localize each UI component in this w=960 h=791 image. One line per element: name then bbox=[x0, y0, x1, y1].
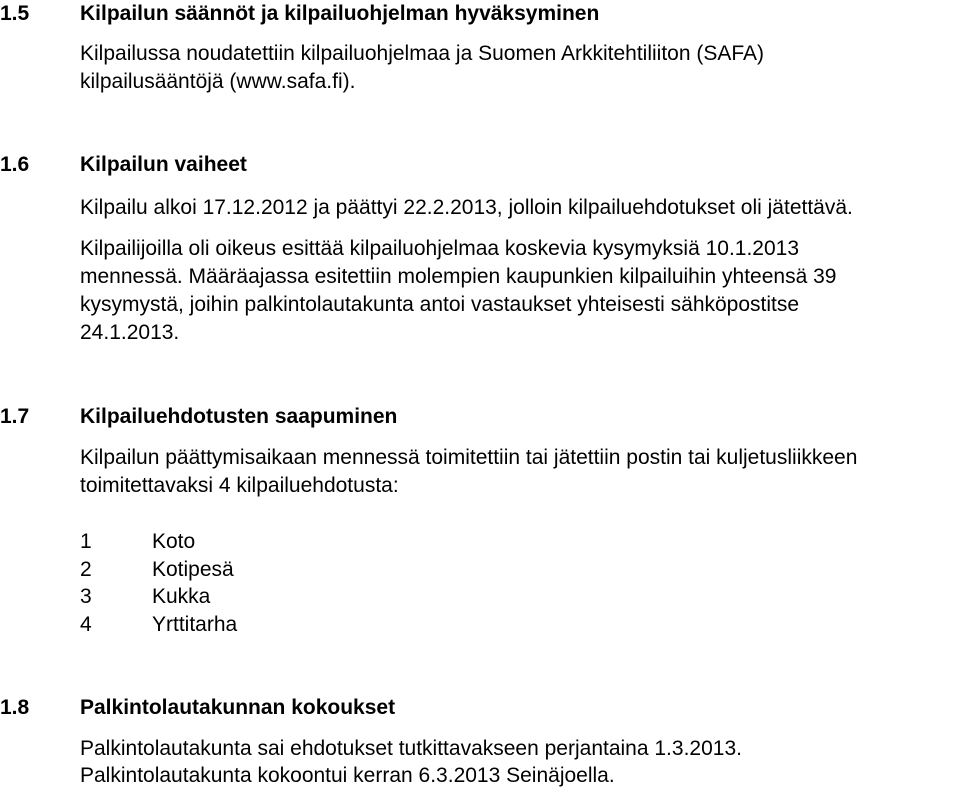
list-item-number: 4 bbox=[80, 613, 92, 636]
paragraph-line: Kilpailussa noudatettiin kilpailuohjelmaa ja Suomen Arkkitehtiliiton (SAFA) bbox=[80, 42, 765, 65]
list-item-name: Yrttitarha bbox=[152, 613, 238, 636]
section-title: Kilpailuehdotusten saapuminen bbox=[80, 405, 398, 428]
paragraph-line: Palkintolautakunta sai ehdotukset tutkittavakseen perjantaina 1.3.2013. bbox=[80, 737, 742, 760]
list-item-name: Koto bbox=[152, 530, 196, 553]
paragraph-line: toimitettavaksi 4 kilpailuehdotusta: bbox=[80, 474, 399, 497]
list-item-name: Kukka bbox=[152, 585, 211, 608]
paragraph-line: mennessä. Määräajassa esitettiin molempien kaupunkien kilpailuihin yhteensä 39 bbox=[80, 265, 837, 288]
section-number: 1.8 bbox=[0, 696, 30, 719]
section-title: Palkintolautakunnan kokoukset bbox=[80, 696, 396, 719]
paragraph-line: Palkintolautakunta kokoontui kerran 6.3.2013 Seinäjoella. bbox=[80, 764, 615, 787]
paragraph-line: Kilpailu alkoi 17.12.2012 ja päättyi 22.2.2013, jolloin kilpailuehdotukset oli jätettävä. bbox=[80, 196, 853, 219]
paragraph-line: kilpailusääntöjä (www.safa.fi). bbox=[80, 70, 356, 93]
paragraph-line: kysymystä, joihin palkintolautakunta antoi vastaukset yhteisesti sähköpostitse bbox=[80, 293, 800, 316]
paragraph-line: Kilpailun päättymisaikaan mennessä toimitettiin tai jätettiin postin tai kuljetusliikkeen bbox=[80, 446, 858, 469]
section-number: 1.5 bbox=[0, 2, 30, 25]
list-item-name: Kotipesä bbox=[152, 558, 234, 581]
paragraph-line: 24.1.2013. bbox=[80, 321, 180, 344]
list-item-number: 1 bbox=[80, 530, 92, 553]
section-title: Kilpailun säännöt ja kilpailuohjelman hyväksyminen bbox=[80, 2, 600, 25]
list-item-number: 3 bbox=[80, 585, 92, 608]
list-item-number: 2 bbox=[80, 558, 92, 581]
paragraph-line: Kilpailijoilla oli oikeus esittää kilpailuohjelmaa koskevia kysymyksiä 10.1.2013 bbox=[80, 237, 800, 260]
section-title: Kilpailun vaiheet bbox=[80, 153, 247, 176]
section-number: 1.7 bbox=[0, 405, 30, 428]
section-number: 1.6 bbox=[0, 153, 30, 176]
